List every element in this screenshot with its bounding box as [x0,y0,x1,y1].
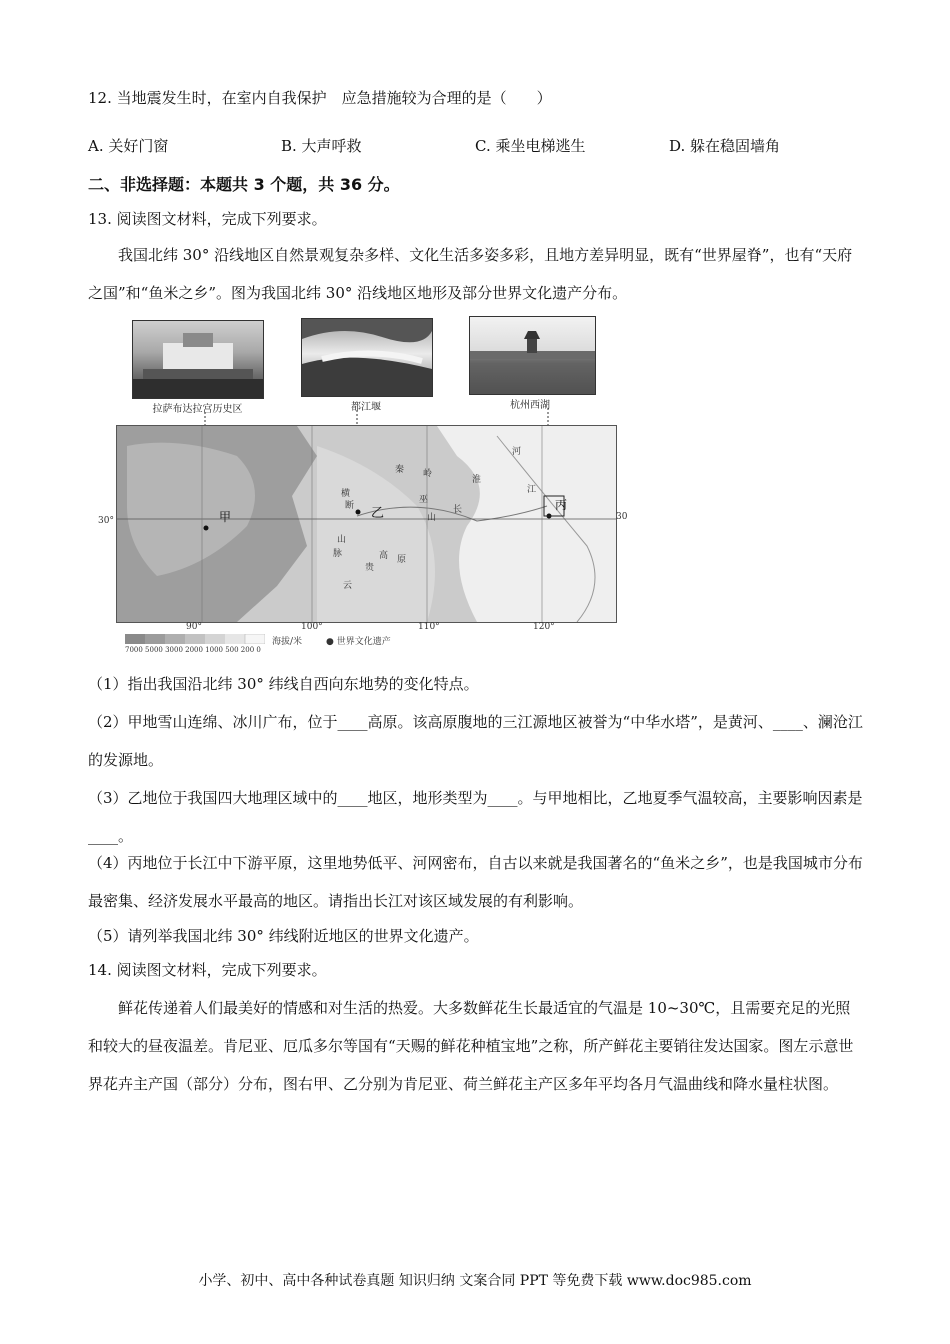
q14-stem: 14. 阅读图文材料，完成下列要求。 [88,961,327,979]
q12-option-d: D. 躲在稳固墙角 [669,137,781,155]
label-heng: 横 [341,489,351,499]
q13-stem: 13. 阅读图文材料，完成下列要求。 [88,210,327,228]
q12-stem: 12. 当地震发生时，在室内自我保护 应急措施较为合理的是（ ） [88,89,552,107]
label-shan2: 山 [337,535,347,545]
label-jia: 甲 [219,510,232,524]
heritage-legend-label: ● 世界文化遗产 [326,637,391,647]
caption-potala: 拉萨布达拉宫历史区 [152,404,243,415]
lat-label-right: 30 [616,512,628,522]
q12-option-a: A. 关好门窗 [88,137,169,155]
section-title: 二、非选择题：本题共 3 个题，共 36 分。 [88,175,400,194]
q12-option-c: C. 乘坐电梯逃生 [475,137,586,155]
label-jiang: 江 [527,485,537,495]
caption-westlake: 杭州西湖 [510,400,550,411]
label-ling: 岭 [423,469,433,479]
label-yuan: 原 [397,555,407,565]
q13-material: 我国北纬 30° 沿线地区自然景观复杂多样、文化生活多姿多彩，且地方差异明显，既有“世界屋脊”，也有“天府之国”和“鱼米之乡”。图为我国北纬 30° 沿线地区地形及部分世界文化遗产分布。 [88,246,853,302]
lon-label-120: 120° [533,622,555,632]
terrain-map [116,425,617,623]
label-yun: 云 [343,581,353,591]
q13-sub-3: （3）乙地位于我国四大地理区域中的____地区，地形类型为____。与甲地相比，乙地夏季气温较高，主要影响因素是____。 [88,789,863,845]
label-chang: 长 [453,505,463,515]
label-qin: 秦 [395,465,405,475]
caption-dujiangyan: 都江堰 [351,402,381,413]
label-huai: 淮 [472,475,482,485]
label-gui: 贵 [365,563,375,573]
q13-sub-5: （5）请列举我国北纬 30° 纬线附近地区的世界文化遗产。 [88,927,479,945]
terrain-map-drawing [117,426,616,622]
page-footer: 小学、初中、高中各种试卷真题 知识归纳 文案合同 PPT 等免费下载 www.doc985.com [198,1273,752,1289]
q13-sub-4: （4）丙地位于长江中下游平原，这里地势低平、河网密布，自古以来就是我国著名的“鱼米之乡”，也是我国城市分布最密集、经济发展水平最高的地区。请指出长江对该区域发展的有利影响。 [88,854,863,910]
label-gao: 高 [379,551,389,561]
label-yi: 乙 [371,506,385,521]
q12-option-b: B. 大声呼救 [281,137,362,155]
q14-material: 鲜花传递着人们最美好的情感和对生活的热爱。大多数鲜花生长最适宜的气温是 10~30℃，且需要充足的光照和较大的昼夜温差。肯尼亚、厄瓜多尔等国有“天赐的鲜花种植宝地”之称，所产鲜花主要销往发达国家。图左示意世界花卉主产国（部分）分布，图右甲、乙分别为肯尼亚、荷兰鲜花主产区多年平均各月气温曲线和降水量柱状图。 [88,999,854,1093]
q13-sub-2: （2）甲地雪山连绵、冰川广布，位于____高原。该高原腹地的三江源地区被誉为“中华水塔”，是黄河、____、澜沧江的发源地。 [88,713,863,769]
lon-label-100: 100° [301,622,323,632]
label-duan: 断 [345,501,355,511]
label-he: 河 [512,447,522,457]
altitude-legend-values: 7000 5000 3000 2000 1000 500 200 0 [125,646,261,654]
lon-label-110: 110° [418,622,440,632]
altitude-legend-bar [125,634,265,644]
label-mai: 脉 [333,549,343,559]
label-bing: 丙 [555,498,568,512]
lon-label-90: 90° [186,622,202,632]
q13-sub-1: （1）指出我国沿北纬 30° 纬线自西向东地势的变化特点。 [88,675,479,693]
label-shan: 山 [427,513,437,523]
lat-label-left: 30° [98,516,114,526]
altitude-legend-label: 海拔/米 [272,637,303,647]
label-wu: 巫 [419,495,429,505]
